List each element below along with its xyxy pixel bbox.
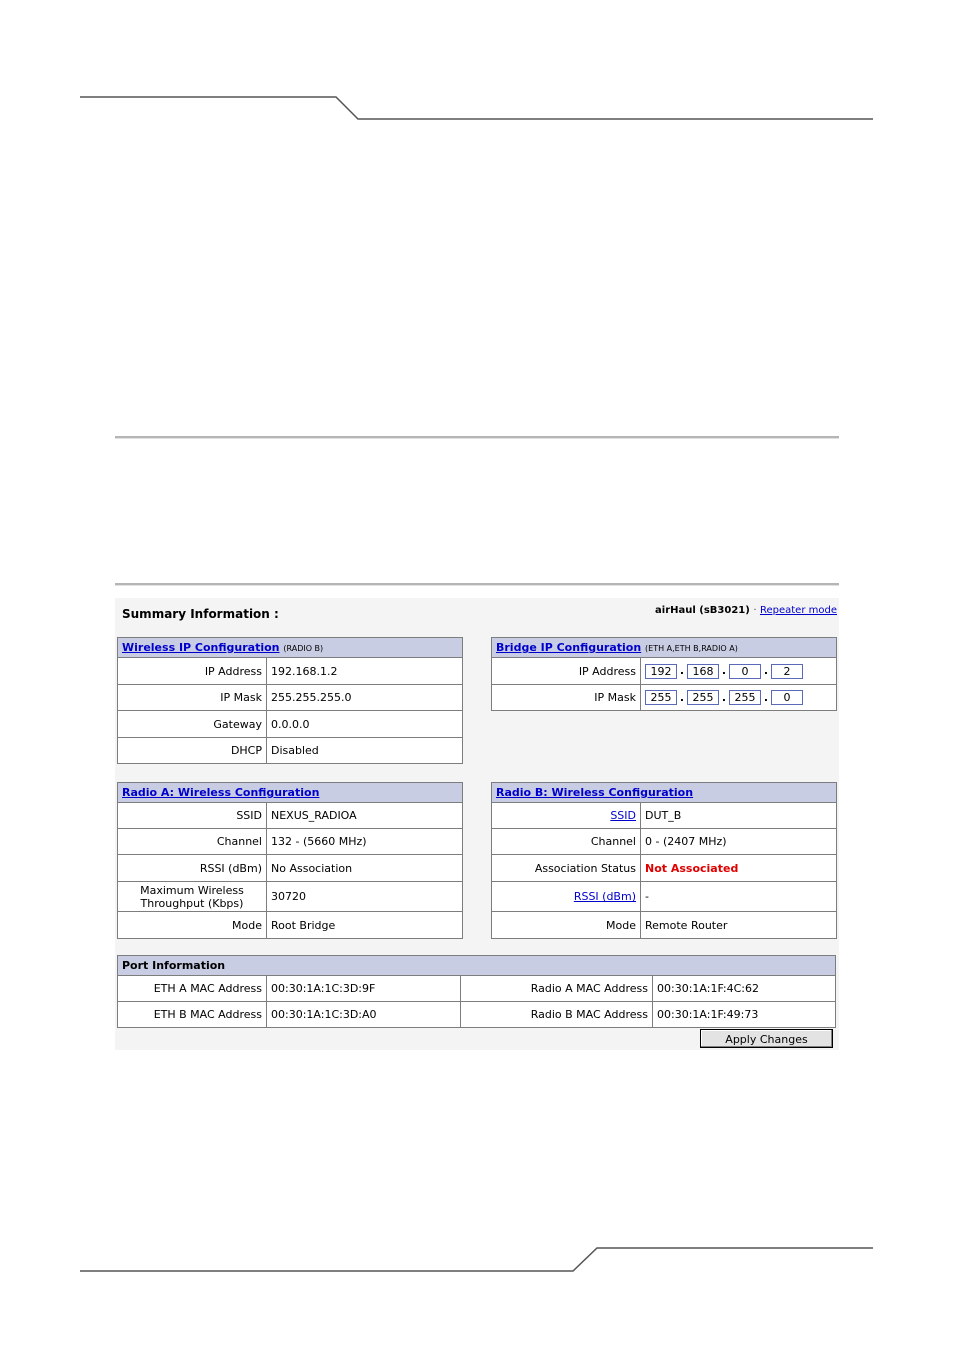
eth-a-mac-label: ETH A MAC Address <box>118 976 267 1002</box>
radio-a-throughput-label <box>118 882 267 912</box>
bridge-mask-octet-1[interactable]: 255 <box>645 690 677 705</box>
eth-b-mac-label: ETH B MAC Address <box>118 1002 267 1028</box>
radio-a-channel-label: Channel <box>118 829 267 855</box>
radio-a-rssi-value: No Association <box>267 855 463 882</box>
radio-b-rssi-label <box>492 882 641 912</box>
radio-a-ssid-label: SSID <box>118 803 267 829</box>
wireless-ip-config-link[interactable]: Wireless IP Configuration <box>122 641 280 654</box>
radio-b-mode-label: Mode <box>492 912 641 939</box>
radio-a-table <box>117 782 463 939</box>
radio-b-channel-label: Channel <box>492 829 641 855</box>
radio-b-association-status: Not Associated <box>641 855 837 882</box>
bridge-ip-config-link[interactable]: Bridge IP Configuration <box>496 641 642 654</box>
eth-a-mac-value: 00:30:1A:1C:3D:9F <box>267 976 461 1002</box>
radio-a-ssid-value: NEXUS_RADIOA <box>267 803 463 829</box>
bridge-ip-octet-4[interactable]: 2 <box>771 664 803 679</box>
wireless-ip-mask-value: 255.255.255.0 <box>267 685 463 711</box>
port-info-table <box>117 955 836 1028</box>
bridge-ip-address-label: IP Address <box>492 658 641 685</box>
radio-a-throughput-label-line2: Throughput (Kbps) <box>140 896 244 910</box>
radio-b-ssid-value: DUT_B <box>641 803 837 829</box>
wireless-ip-table <box>117 637 463 764</box>
bottom-page-decoration <box>0 1240 954 1280</box>
radio-a-config-link[interactable]: Radio A: Wireless Configuration <box>122 786 320 799</box>
bridge-mask-octet-3[interactable]: 255 <box>729 690 761 705</box>
radio-b-header <box>492 783 837 803</box>
wireless-ip-address-label: IP Address <box>118 658 267 685</box>
radio-a-channel-value: 132 - (5660 MHz) <box>267 829 463 855</box>
port-info-header: Port Information <box>118 956 836 976</box>
bridge-mask-octet-4[interactable]: 0 <box>771 690 803 705</box>
bridge-ip-header <box>492 638 837 658</box>
radio-a-throughput-label-line1: Maximum Wireless <box>140 883 244 897</box>
wireless-dhcp-value: Disabled <box>267 738 463 764</box>
wireless-ip-mask-label: IP Mask <box>118 685 267 711</box>
radio-a-mac-label: Radio A MAC Address <box>461 976 653 1002</box>
divider-top <box>115 436 839 439</box>
radio-b-channel-value: 0 - (2407 MHz) <box>641 829 837 855</box>
radio-b-rssi-link[interactable]: RSSI (dBm) <box>573 890 636 903</box>
radio-b-rssi-value: - <box>641 882 837 912</box>
wireless-dhcp-label: DHCP <box>118 738 267 764</box>
top-page-decoration <box>0 0 954 130</box>
bridge-ip-mask-fields: 255 . 255 . 255 . 0 <box>641 685 837 711</box>
wireless-ip-header <box>118 638 463 658</box>
radio-b-ssid-label <box>492 803 641 829</box>
radio-b-config-link[interactable]: Radio B: Wireless Configuration <box>496 786 694 799</box>
bridge-ip-octet-3[interactable]: 0 <box>729 664 761 679</box>
model-name: airHaul (sB3021) <box>655 605 750 616</box>
radio-b-mac-value: 00:30:1A:1F:49:73 <box>653 1002 836 1028</box>
radio-b-association-label: Association Status <box>492 855 641 882</box>
bridge-mask-octet-2[interactable]: 255 <box>687 690 719 705</box>
summary-title: Summary Information : <box>122 607 279 621</box>
bridge-ip-subtitle: (ETH A,ETH B,RADIO A) <box>645 644 738 653</box>
wireless-gateway-label: Gateway <box>118 711 267 738</box>
radio-a-rssi-label: RSSI (dBm) <box>118 855 267 882</box>
radio-b-ssid-link[interactable]: SSID <box>610 809 636 822</box>
repeater-mode-link[interactable]: Repeater mode <box>759 605 837 616</box>
radio-b-mac-label: Radio B MAC Address <box>461 1002 653 1028</box>
divider-figure <box>115 583 839 586</box>
bridge-ip-octet-2[interactable]: 168 <box>687 664 719 679</box>
radio-b-table <box>491 782 837 939</box>
wireless-gateway-value: 0.0.0.0 <box>267 711 463 738</box>
model-separator: · <box>753 605 757 616</box>
apply-changes-button[interactable]: Apply Changes <box>700 1029 833 1048</box>
radio-a-mode-label: Mode <box>118 912 267 939</box>
wireless-ip-address-value: 192.168.1.2 <box>267 658 463 685</box>
radio-a-throughput-value: 30720 <box>267 882 463 912</box>
bridge-ip-address-fields: 192 . 168 . 0 . 2 <box>641 658 837 685</box>
bridge-ip-table <box>491 637 837 711</box>
radio-a-header <box>118 783 463 803</box>
wireless-ip-subtitle: (RADIO B) <box>283 644 324 653</box>
eth-b-mac-value: 00:30:1A:1C:3D:A0 <box>267 1002 461 1028</box>
radio-b-mode-value: Remote Router <box>641 912 837 939</box>
radio-a-mode-value: Root Bridge <box>267 912 463 939</box>
bridge-ip-mask-label: IP Mask <box>492 685 641 711</box>
device-model <box>655 605 837 616</box>
bridge-ip-octet-1[interactable]: 192 <box>645 664 677 679</box>
radio-a-mac-value: 00:30:1A:1F:4C:62 <box>653 976 836 1002</box>
